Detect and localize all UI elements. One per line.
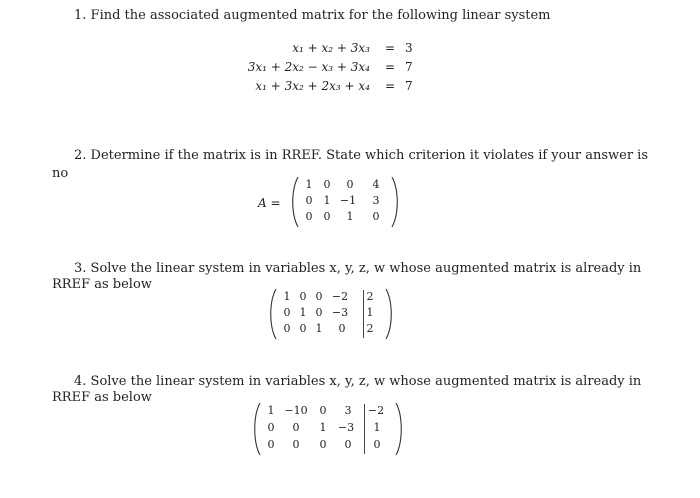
problem-3-text: Solve the linear system in variables x, y, z, w whose augmented matrix is already in [90,261,642,276]
matrix-cell: 0 [292,438,300,451]
problem-3-number: 3. [74,261,87,276]
matrix-cell: 0 [323,210,331,223]
system-row [200,40,430,56]
system-lhs: x₁ + x₂ + 3x₃ [292,41,370,55]
matrix-cell: 1 [315,322,323,335]
system-rhs: 3 [405,41,413,55]
matrix-cell: 0 [305,210,313,223]
matrix-cell: 1 [323,194,331,207]
matrix-cell: 2 [366,290,374,303]
matrix-cell: −10 [284,404,308,417]
matrix-cell: 1 [366,306,374,319]
matrix-cell: 0 [315,290,323,303]
matrix-cell: 0 [319,438,327,451]
right-paren [390,176,400,228]
matrix-cell: 4 [372,178,380,191]
problem-1-statement [74,8,551,23]
matrix-cell: 0 [319,404,327,417]
matrix-cell: 0 [346,178,354,191]
matrix-cell: 0 [267,421,275,434]
system-rhs: 7 [405,79,413,93]
matrix-cell: 0 [373,438,381,451]
problem-3-text-continued: RREF as below [52,277,152,292]
matrix-a-label: A = [258,196,281,210]
matrix-cell: 0 [283,306,291,319]
right-paren [384,288,394,340]
matrix-cell: 1 [283,290,291,303]
system-row [200,78,430,94]
matrix-cell: 3 [372,194,380,207]
matrix-cell: 0 [338,322,346,335]
matrix-cell: 1 [346,210,354,223]
augment-divider [364,404,365,454]
problem-1-number: 1. [74,8,87,23]
system-equals: = [385,79,396,93]
problem-3-statement [74,261,641,276]
matrix-cell: 1 [299,306,307,319]
matrix-cell: −3 [337,421,355,434]
matrix-cell: 0 [299,322,307,335]
matrix-cell: 0 [292,421,300,434]
matrix-cell: 2 [366,322,374,335]
system-rhs: 7 [405,60,413,74]
problem-4-text: Solve the linear system in variables x, y, z, w whose augmented matrix is already in [90,374,642,389]
problem-4-number: 4. [74,374,87,389]
matrix-cell: 3 [344,404,352,417]
matrix-cell: 1 [305,178,313,191]
augment-divider [363,290,364,338]
matrix-cell: −2 [367,404,385,417]
system-lhs: 3x₁ + 2x₂ − x₃ + 3x₄ [247,60,370,74]
system-lhs: x₁ + 3x₂ + 2x₃ + x₄ [255,79,370,93]
matrix-cell: 0 [305,194,313,207]
matrix-a [290,176,400,228]
system-equals: = [385,41,396,55]
matrix-cell: 0 [283,322,291,335]
matrix-cell: 0 [315,306,323,319]
problem-4-text-continued: RREF as below [52,390,152,405]
system-row [200,59,430,75]
augmented-matrix-4 [252,402,414,456]
matrix-cell: 0 [323,178,331,191]
problem-2-statement [74,148,648,163]
problem-4-statement [74,374,641,389]
problem-2-text: Determine if the matrix is in RREF. State which criterion it violates if your answer is [90,148,648,163]
matrix-cell: 1 [373,421,381,434]
matrix-cell: −3 [331,306,349,319]
matrix-cell: 0 [299,290,307,303]
matrix-cell: 0 [267,438,275,451]
augmented-matrix-3 [268,288,406,340]
matrix-cell: 0 [372,210,380,223]
matrix-cell: 0 [344,438,352,451]
right-paren [394,402,404,456]
linear-system [200,40,430,96]
problem-1-text: Find the associated augmented matrix for the following linear system [90,8,551,23]
system-equals: = [385,60,396,74]
matrix-cell: −2 [331,290,349,303]
problem-2-number: 2. [74,148,87,163]
problem-2-text-continued: no [52,166,69,181]
matrix-cell: 1 [319,421,327,434]
matrix-cell: −1 [339,194,357,207]
matrix-cell: 1 [267,404,275,417]
